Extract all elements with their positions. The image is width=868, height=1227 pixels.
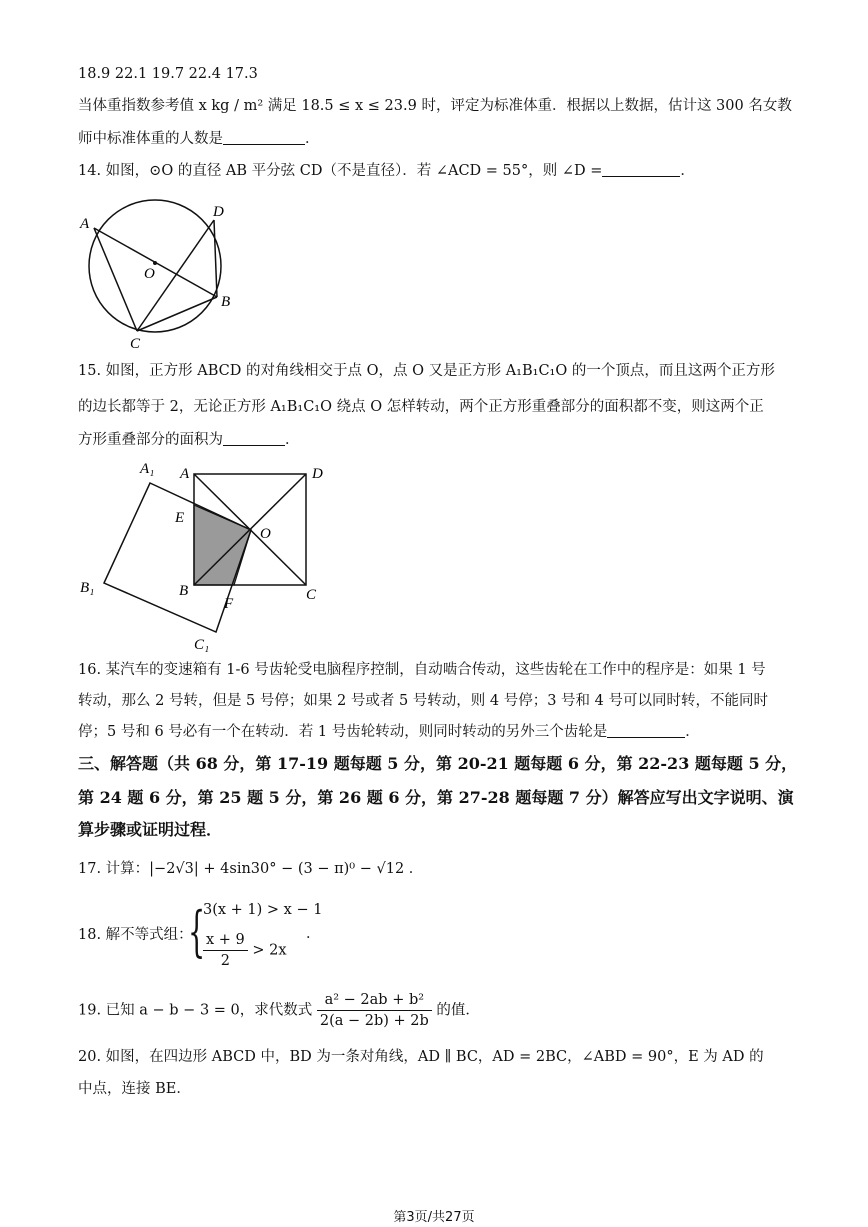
q18-end: ． [306,926,321,942]
q15-text-line3: 方形重叠部分的面积为 ． [78,432,300,448]
q18-fraction [203,930,248,971]
q16-answer-blank[interactable] [607,723,685,738]
q19-fraction [317,990,432,1031]
q18-denominator: 2 [220,953,230,969]
chord-db [214,220,217,297]
circle-o [89,200,221,332]
q19-text: 19. 已知 a − b − 3 = 0，求代数式 [78,1002,313,1019]
q14-answer-blank[interactable] [602,162,680,177]
q18-rhs: > 2x [252,942,287,959]
label-f: F [224,596,234,612]
q13-data-row: 18.9 22.1 19.7 22.4 17.3 [78,66,258,82]
q18-inequality-2 [203,930,287,971]
center-point [153,261,157,265]
q18-inequality-1: 3(x + 1) > x − 1 [203,902,323,918]
q20-text-line1: 20. 如图，在四边形 ABCD 中，BD 为一条对角线，AD ∥ BC，AD = 2BC，∠ABD = 90°，E 为 AD 的 [78,1049,764,1065]
q15-squares-figure [76,456,336,656]
q16-text-line1: 16. 某汽车的变速箱有 1-6 号齿轮受电脑程序控制，自动啮合传动，这些齿轮在工作中的程序是：如果 1 号 [78,662,766,678]
q18-numerator: x + 9 [203,930,248,951]
label-b: B [179,583,189,599]
page-footer: 第3页/共27页 [393,1210,475,1225]
q15-text: 方形重叠部分的面积为 [78,432,223,448]
chord-ac [94,228,137,331]
section3-heading-line3: 算步骤或证明过程． [78,820,223,839]
q14-question: 14. 如图，⊙O 的直径 AB 平分弦 CD（不是直径）．若 ∠ACD = 55°，则 ∠D = ． [78,163,695,179]
q16-text: 停；5 号和 6 号必有一个在转动．若 1 号齿轮转动，则同时转动的另外三个齿轮是 [78,724,608,740]
q13-text: 师中标准体重的人数是 [78,131,223,147]
q18-label: 18. 解不等式组： [78,927,193,943]
q15-answer-blank[interactable] [223,431,285,446]
section3-heading-line1: 三、解答题（共 68 分，第 17-19 题每题 5 分，第 20-21 题每题 6 分，第 22-23 题每题 5 分， [78,754,798,773]
q15-text-line2: 的边长都等于 2，无论正方形 A₁B₁C₁O 绕点 O 怎样转动，两个正方形重叠部分的面积都不变，则这两个正 [78,399,764,415]
q19-numerator: a² − 2ab + b² [317,990,432,1011]
q17-question: 17. 计算：|−2√3| + 4sin30° − (3 − π)⁰ − √12 ． [78,861,424,877]
q20-text-line2: 中点，连接 BE． [78,1081,191,1097]
q13-text-line2: 师中标准体重的人数是 ． [78,131,320,147]
label-c: C [130,336,141,352]
q16-text-line3: 停；5 号和 6 号必有一个在转动．若 1 号齿轮转动，则同时转动的另外三个齿轮是 ． [78,724,700,740]
q19-end: 的值． [436,1002,480,1019]
q14-circle-figure [76,196,256,356]
q19-question [78,990,480,1031]
label-c1: C₁ [194,637,210,653]
label-c: C [306,587,317,603]
q19-denominator: 2(a − 2b) + 2b [319,1013,429,1029]
label-a1: A₁ [140,461,155,477]
section3-heading-line2: 第 24 题 6 分，第 25 题 5 分，第 26 题 6 分，第 27-28 题每题 7 分）解答应写出文字说明、演 [78,788,794,807]
label-a: A [180,466,190,482]
label-o: O [260,526,271,542]
q16-text-line2: 转动，那么 2 号转，但是 5 号停；如果 2 号或者 5 号转动，则 4 号停；3 号和 4 号可以同时转，不能同时 [78,693,768,709]
q14-text: 14. 如图，⊙O 的直径 AB 平分弦 CD（不是直径）．若 ∠ACD = 55°，则 ∠D = [78,163,603,179]
label-b1: B₁ [80,580,95,596]
q18-brace: { [188,900,206,963]
label-a: A [80,216,90,232]
label-d: D [312,466,323,482]
label-b: B [221,294,231,310]
label-e: E [175,510,185,526]
q13-text-line1: 当体重指数参考值 x kg / m² 满足 18.5 ≤ x ≤ 23.9 时，评定为标准体重．根据以上数据，估计这 300 名女教 [78,98,792,114]
q13-answer-blank[interactable] [223,130,305,145]
q15-text-line1: 15. 如图，正方形 ABCD 的对角线相交于点 O，点 O 又是正方形 A₁B₁C₁O 的一个顶点，而且这两个正方形 [78,363,775,379]
label-d: D [213,204,224,220]
label-o: O [144,266,155,282]
